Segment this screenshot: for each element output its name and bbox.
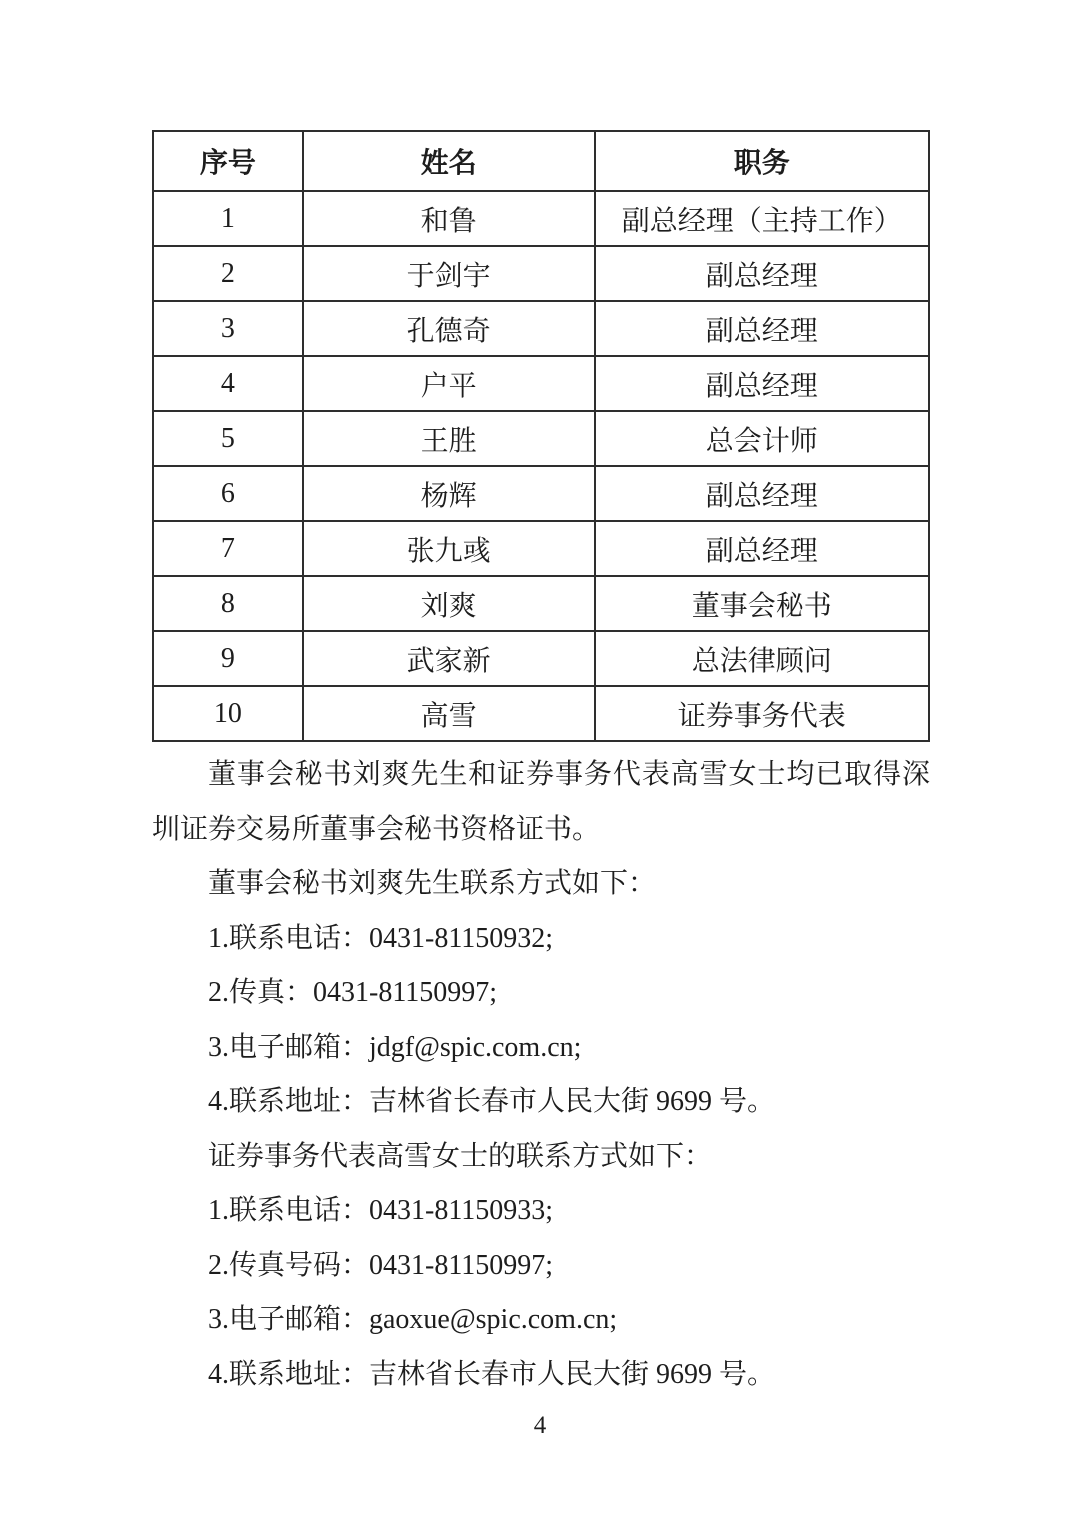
cell-position: 副总经理 xyxy=(595,521,929,576)
table-row xyxy=(153,576,929,631)
table-row xyxy=(153,521,929,576)
gaoxue-contact-email: 3.电子邮箱：gaoxue@spic.com.cn; xyxy=(208,1304,618,1335)
paragraph-liushuang-contact-heading: 董事会秘书刘爽先生联系方式如下： xyxy=(208,868,657,899)
cell-position: 副总经理 xyxy=(595,466,929,521)
table-row xyxy=(153,246,929,301)
cell-name: 于剑宇 xyxy=(303,246,595,301)
cell-position: 副总经理 xyxy=(595,246,929,301)
gaoxue-contact-address: 4.联系地址：吉林省长春市人民大街 9699 号。 xyxy=(208,1358,776,1390)
cell-serial-number: 4 xyxy=(153,356,303,411)
liushuang-contact-address: 4.联系地址：吉林省长春市人民大街 9699 号。 xyxy=(208,1086,776,1117)
liushuang-contact-phone: 1.联系电话：0431-81150932; xyxy=(208,922,554,954)
cell-serial-number: 6 xyxy=(153,466,303,521)
cell-name: 刘爽 xyxy=(303,576,595,631)
table-row xyxy=(153,356,929,411)
header-serial-number: 序号 xyxy=(153,131,303,191)
cell-serial-number: 1 xyxy=(153,191,303,246)
cell-name: 高雪 xyxy=(303,686,595,741)
cell-name: 和鲁 xyxy=(303,191,595,246)
table-header-row xyxy=(153,131,929,191)
body-text xyxy=(152,748,930,1402)
cell-serial-number: 5 xyxy=(153,411,303,466)
cell-position: 董事会秘书 xyxy=(595,576,929,631)
cell-serial-number: 10 xyxy=(153,686,303,741)
cell-position: 副总经理 xyxy=(595,356,929,411)
table-row xyxy=(153,411,929,466)
cell-name: 武家新 xyxy=(303,631,595,686)
cell-name: 户平 xyxy=(303,356,595,411)
table-row xyxy=(153,631,929,686)
cell-serial-number: 7 xyxy=(153,521,303,576)
cell-name: 孔德奇 xyxy=(303,301,595,356)
cell-serial-number: 9 xyxy=(153,631,303,686)
cell-position: 总法律顾问 xyxy=(595,631,929,686)
cell-position: 副总经理（主持工作） xyxy=(595,191,929,246)
cell-serial-number: 3 xyxy=(153,301,303,356)
cell-position: 总会计师 xyxy=(595,411,929,466)
paragraph-gaoxue-contact-heading: 证券事务代表高雪女士的联系方式如下： xyxy=(208,1140,713,1172)
table-row xyxy=(153,466,929,521)
cell-position: 副总经理 xyxy=(595,301,929,356)
cell-name: 王胜 xyxy=(303,411,595,466)
cell-name: 张九彧 xyxy=(303,521,595,576)
cell-serial-number: 8 xyxy=(153,576,303,631)
gaoxue-contact-phone: 1.联系电话：0431-81150933; xyxy=(208,1195,554,1226)
page-number: 4 xyxy=(533,1412,547,1439)
table-row xyxy=(153,191,929,246)
cell-position: 证券事务代表 xyxy=(595,686,929,741)
table-row xyxy=(153,301,929,356)
liushuang-contact-email: 3.电子邮箱：jdgf@spic.com.cn; xyxy=(208,1031,582,1063)
table-row xyxy=(153,686,929,741)
gaoxue-contact-fax: 2.传真号码：0431-81150997; xyxy=(208,1249,554,1281)
cell-name: 杨辉 xyxy=(303,466,595,521)
paragraph-secretary-certificate: 董事会秘书刘爽先生和证券事务代表高雪女士均已取得深圳证券交易所董事会秘书资格证书。 xyxy=(152,759,930,845)
management-list-table xyxy=(152,130,930,742)
liushuang-contact-fax: 2.传真：0431-81150997; xyxy=(208,977,498,1008)
header-name: 姓名 xyxy=(303,131,595,191)
cell-serial-number: 2 xyxy=(153,246,303,301)
header-position: 职务 xyxy=(595,131,929,191)
